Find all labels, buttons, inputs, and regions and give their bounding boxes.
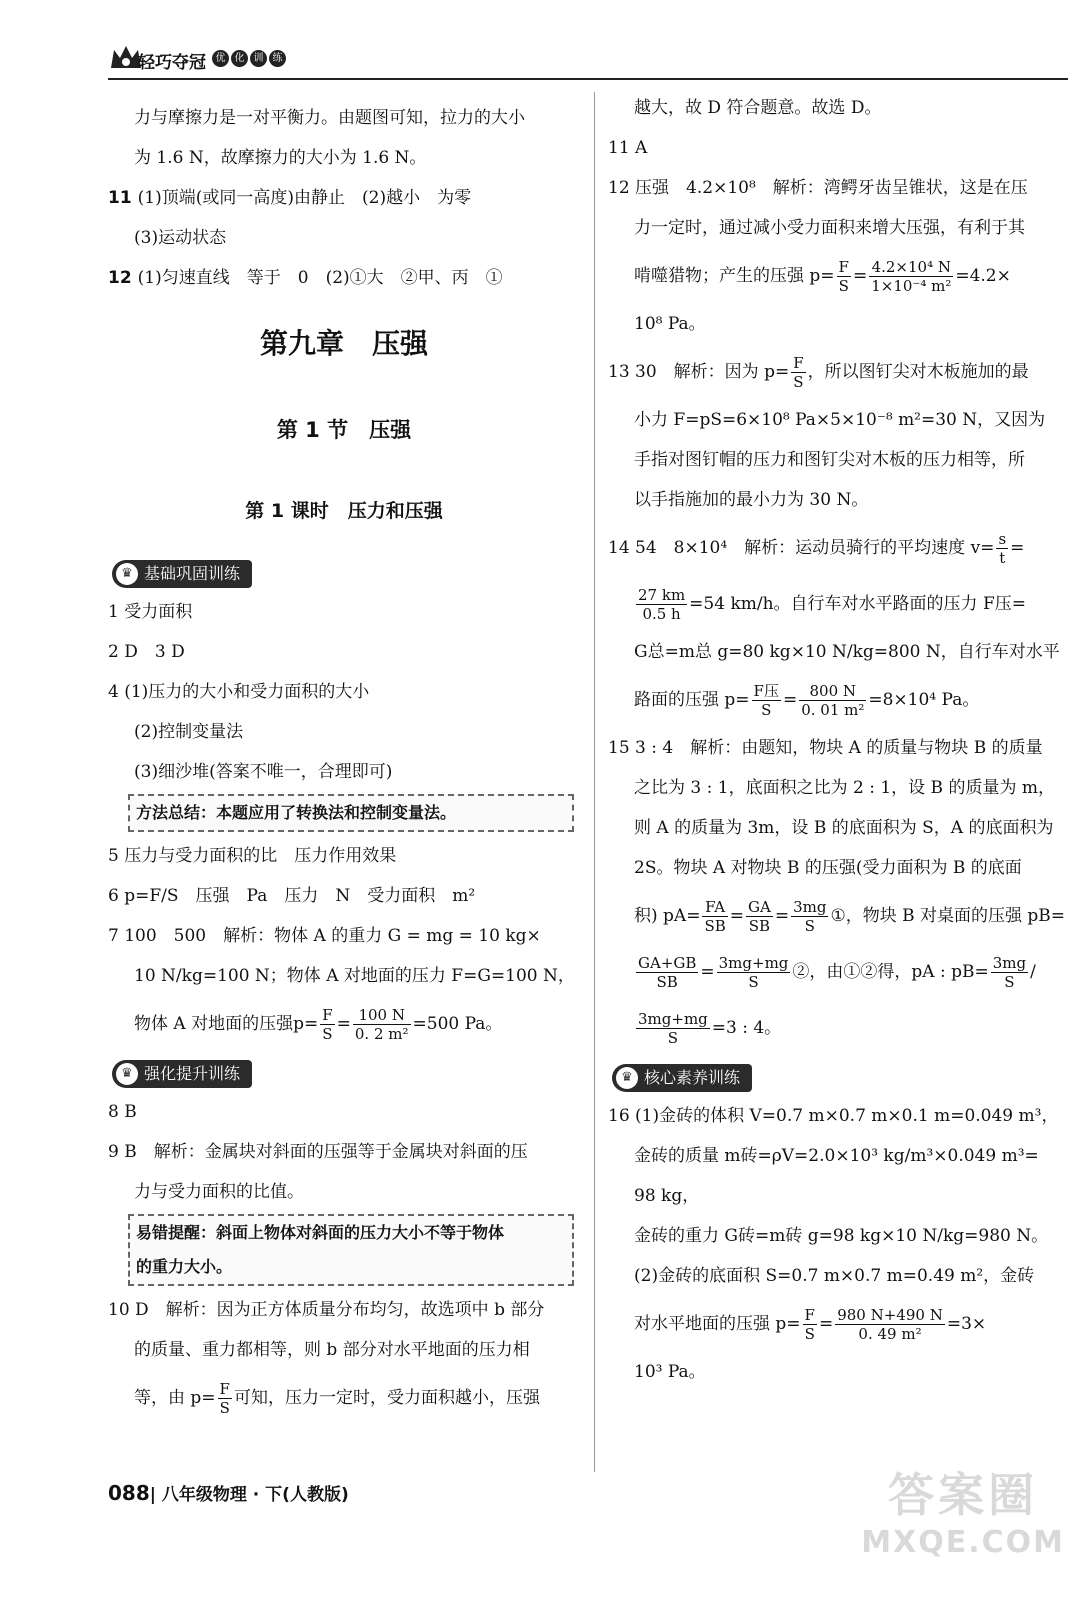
text-line: 越大，故 D 符合题意。故选 D。: [634, 98, 882, 118]
text-line: 的质量、重力都相等，则 b 部分对水平地面的压力相: [134, 1340, 530, 1360]
fraction: $\frac{27 km}{0.5 h}$: [638, 586, 686, 623]
left-column: [108, 98, 580, 1426]
lesson-title: 第 1 课时 压力和压强: [245, 500, 443, 522]
text-line: 力与摩擦力是一对平衡力。由题图可知，拉力的大小: [134, 108, 525, 128]
answer-7: 7 100 500 解析：物体 A 的重力 G = mg = 10 kg×: [108, 926, 541, 946]
text-line: 以手指施加的最小力为 30 N。: [634, 490, 869, 510]
tip-line: 的重力大小。: [136, 1257, 233, 1276]
answer-8: 8 B: [108, 1102, 137, 1122]
section-tag-basic: [108, 552, 580, 592]
fraction: $\frac{800 N}{\text{0. 01 m²}}$: [801, 682, 865, 719]
answer-11: [108, 178, 580, 218]
fraction: $\frac{3mg}{S}$: [793, 898, 827, 935]
fraction: $\frac{3mg+mg}{S}$: [718, 954, 789, 991]
crown-icon: ♛: [116, 1063, 138, 1085]
fraction: $\frac{FA}{SB}$: [704, 898, 726, 935]
text-line: 力与受力面积的比值。: [134, 1182, 304, 1202]
text-line: 金砖的质量 m砖=ρV=2.0×10³ kg/m³×0.049 m³=: [634, 1146, 1039, 1166]
fraction: $\frac{F}{S}$: [793, 354, 804, 391]
text-line: 98 kg，: [634, 1186, 700, 1206]
tag-label: 核心素养训练: [644, 1068, 741, 1087]
text: 等，由 p=: [134, 1388, 216, 1408]
text-line: (3)细沙堆(答案不唯一，合理即可): [134, 762, 393, 782]
right-column: [608, 88, 1085, 1392]
text-line: G总=m总 g=80 kg×10 N/kg=800 N，自行车对水平: [634, 642, 1060, 662]
watermark-text: 答案圈: [888, 1468, 1039, 1522]
tip-line: 易错提醒：斜面上物体对斜面的压力大小不等于物体: [136, 1223, 505, 1242]
section-title: 第 1 节 压强: [276, 418, 412, 442]
fraction: $\frac{F}{S}$: [219, 1380, 230, 1417]
formula-line: $\frac{27 km}{0.5 h}$ =54 km/h。自行车对水平路面的压力 F压=: [638, 586, 1026, 623]
text-line: 小力 F=pS=6×10⁸ Pa×5×10⁻⁸ m²=30 N，又因为: [634, 410, 1046, 430]
fraction: $\frac{3mg}{S}$: [992, 954, 1027, 991]
question-number: 12: [108, 268, 132, 288]
formula-line: 物体 A 对地面的压强p= $\frac{F}{S}$ = $\frac{100 N}{\text{0. 2 m²}}$ =500 Pa。: [134, 1006, 503, 1043]
fraction: $\frac{\text{F压}}{S}$: [753, 682, 779, 719]
crown-icon: ♛: [116, 563, 138, 585]
page-footer: 088| 八年级物理 · 下(人教版): [108, 1481, 349, 1505]
formula-line: 路面的压强 p= $\frac{\text{F压}}{S}$ = $\frac{800 N}{\text{0. 01 m²}}$ =8×10⁴ Pa。: [634, 682, 980, 719]
text-line: 2S。物块 A 对物块 B 的压强(受力面积为 B 的底面: [634, 858, 1022, 878]
fraction: $\frac{GA}{SB}$: [748, 898, 771, 935]
header-rule: [108, 78, 1068, 80]
answer-2-3: 2 D 3 D: [108, 642, 185, 662]
chapter-title: 第九章 压强: [259, 327, 428, 360]
text-line: 10 N/kg=100 N；物体 A 对地面的压力 F=G=100 N，: [134, 966, 575, 986]
text-line: 手指对图钉帽的压力和图钉尖对木板的压力相等，所: [634, 450, 1025, 470]
book-title: 八年级物理 · 下(人教版): [161, 1485, 349, 1505]
formula-line: [108, 1370, 580, 1426]
fraction: $\frac{F}{S}$: [322, 1006, 333, 1043]
text-line: 10⁸ Pa。: [634, 314, 706, 334]
fraction: $\frac{F}{S}$: [804, 1306, 815, 1343]
text: 物体 A 对地面的压强p=: [134, 1014, 319, 1034]
question-number: 11: [108, 188, 132, 208]
text-line: 金砖的重力 G砖=m砖 g=98 kg×10 N/kg=980 N。: [634, 1226, 1049, 1246]
answer-6: 6 p=F/S 压强 Pa 压力 N 受力面积 m²: [108, 886, 476, 906]
fraction: $\frac{3mg+mg}{S}$: [638, 1010, 708, 1047]
formula-line: 积) pA= $\frac{FA}{SB}$ = $\frac{GA}{SB}$ = $\frac{3mg}{S}$ ①，物块 B 对桌面的压强 pB=: [634, 898, 1066, 935]
tag-label: 基础巩固训练: [144, 564, 241, 583]
section-tag-core: [608, 1056, 1085, 1096]
formula-line: 啃噬猎物；产生的压强 p= $\frac{F}{S}$ = $\frac{\text{4.2×10⁴ N}}{\text{1×10⁻⁴ m²}}$ =4.2×: [634, 258, 1011, 295]
formula-line: $\frac{GA+GB}{SB}$ = $\frac{3mg+mg}{S}$ ②，由①②得，pA : pB= $\frac{3mg}{S}$ /: [638, 954, 1036, 991]
text-line: 为 1.6 N，故摩擦力的大小为 1.6 N。: [134, 148, 427, 168]
formula-line: $\frac{3mg+mg}{S}$ =3 : 4。: [638, 1010, 782, 1047]
method-summary-box: 方法总结：本题应用了转换法和控制变量法。: [128, 794, 574, 832]
watermark-url: MXQE.COM: [861, 1525, 1065, 1560]
answer-9: 9 B 解析：金属块对斜面的压强等于金属块对斜面的压: [108, 1142, 528, 1162]
fraction: $\frac{\text{4.2×10⁴ N}}{\text{1×10⁻⁴ m²}}$: [871, 258, 952, 295]
section-tag-advanced: [108, 1052, 580, 1092]
fraction: $\frac{F}{S}$: [838, 258, 849, 295]
page-header: [108, 38, 308, 78]
fraction: $\frac{980 N+490 N}{\text{0. 49 m²}}$: [837, 1306, 943, 1343]
answer-1: 1 受力面积: [108, 602, 193, 622]
text-line: 则 A 的质量为 3m，设 B 的底面积为 S，A 的底面积为: [634, 818, 1054, 838]
brand-title: 轻巧夺冠: [138, 53, 206, 73]
answer-15: 15 3 : 4 解析：由题知，物块 A 的质量与物块 B 的质量: [608, 738, 1043, 758]
answer-text: (1)顶端(或同一高度)由静止 (2)越小 为零: [137, 188, 472, 208]
answer-4: 4 (1)压力的大小和受力面积的大小: [108, 682, 370, 702]
badge: 优: [212, 50, 229, 67]
answer-12: [108, 258, 580, 298]
text: 可知，压力一定时，受力面积越小，压强: [233, 1388, 540, 1408]
answer-12: 12 压强 4.2×10⁸ 解析：湾鳄牙齿呈锥状，这是在压: [608, 178, 1028, 198]
fraction: $\frac{s}{t}$: [998, 530, 1007, 567]
badge: 化: [231, 50, 248, 67]
answer-16: 16 (1)金砖的体积 V=0.7 m×0.7 m×0.1 m=0.049 m³，: [608, 1106, 1059, 1126]
tag-label: 强化提升训练: [144, 1064, 241, 1083]
crown-icon: ♛: [616, 1067, 638, 1089]
page-number: 088: [108, 1481, 150, 1505]
badge: 练: [269, 50, 286, 67]
answer-11: 11 A: [608, 138, 648, 158]
fraction: $\frac{100 N}{\text{0. 2 m²}}$: [354, 1006, 409, 1043]
error-tip-box: [128, 1214, 574, 1286]
text-line: 10³ Pa。: [634, 1362, 706, 1382]
answer-14: 14 54 8×10⁴ 解析：运动员骑行的平均速度 v= $\frac{s}{t}$ =: [608, 530, 1025, 567]
answer-13: 13 30 解析：因为 p= $\frac{F}{S}$ ，所以图钉尖对木板施加的最: [608, 354, 1029, 391]
text-line: 之比为 3 : 1，底面积之比为 2 : 1，设 B 的质量为 m，: [634, 778, 1055, 798]
text-line: (3)运动状态: [134, 228, 227, 248]
fraction: $\frac{GA+GB}{SB}$: [638, 954, 697, 991]
answer-text: (1)匀速直线 等于 0 (2)①大 ②甲、丙 ①: [137, 268, 503, 288]
text: =500 Pa。: [412, 1014, 503, 1034]
text-line: (2)控制变量法: [134, 722, 244, 742]
column-divider: [594, 92, 595, 1472]
watermark: [861, 1459, 1065, 1560]
answer-5: 5 压力与受力面积的比 压力作用效果: [108, 846, 397, 866]
text-line: 力一定时，通过减小受力面积来增大压强，有利于其: [634, 218, 1025, 238]
text-line: (2)金砖的底面积 S=0.7 m×0.7 m=0.49 m²，金砖: [634, 1266, 1035, 1286]
badge: 训: [250, 50, 267, 67]
answer-10: 10 D 解析：因为正方体质量分布均匀，故选项中 b 部分: [108, 1300, 545, 1320]
formula-line: 对水平地面的压强 p= $\frac{F}{S}$ = $\frac{980 N+490 N}{\text{0. 49 m²}}$ =3×: [634, 1306, 987, 1343]
brand-badges: [212, 50, 286, 67]
